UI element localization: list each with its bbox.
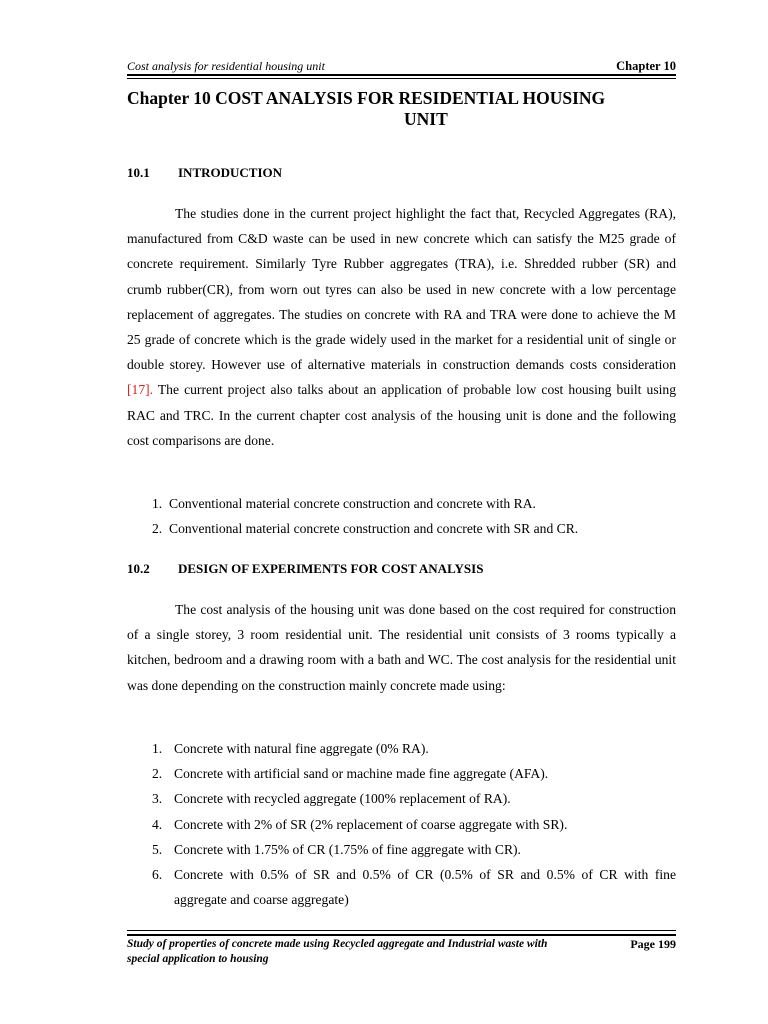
list-number: 6. (152, 867, 163, 883)
paragraph-text-continued: The current project also talks about an application of probable low cost housing built using RAC and TRC. In the current chapter cost analysis of the housing unit is done and the following cost comparisons are done. (127, 382, 676, 448)
list-item (127, 786, 676, 811)
section-number: 10.1 (127, 165, 150, 180)
paragraph-text: The studies done in the current project highlight the fact that, Recycled Aggregates (RA), manufactured from C&D waste can be used in new concrete which can satisfy the M25 grade of concrete requirement. Similarly Tyre Rubber aggregates (TRA), i.e. Shredded rubber (SR) and crumb rubber(CR), from worn out tyres can also be used in new concrete with a low percentage replacement of aggregates. The studies on concrete with RA and TRA were done to achieve the M 25 grade of concrete which is the grade widely used in the market for a residential unit of single or double storey. However use of alternative materials in construction demands costs consideration (127, 206, 676, 373)
design-paragraph: The cost analysis of the housing unit was done based on the cost required for construction of a single storey, 3 room residential unit. The residential unit consists of 3 rooms typically a kitchen, bedroom and a drawing room with a bath and WC. The cost analysis for the residential unit was done depending on the construction mainly concrete made using: (127, 602, 676, 693)
concrete-types-list (127, 736, 676, 912)
list-text: Concrete with 2% of SR (2% replacement of coarse aggregate with SR). (174, 816, 568, 832)
section-heading-introduction (127, 165, 282, 181)
list-text: Conventional material concrete construction and concrete with SR and CR. (169, 521, 579, 537)
running-header (127, 57, 676, 75)
chapter-title-line-2: UNIT (404, 109, 448, 129)
list-number: 2. (152, 521, 163, 537)
list-text: Concrete with recycled aggregate (100% replacement of RA). (174, 791, 511, 807)
section-title: INTRODUCTION (178, 165, 283, 180)
footer-thesis-title: Study of properties of concrete made using Recycled aggregate and Industrial waste with special application to housing (127, 938, 548, 965)
list-number: 2. (152, 766, 163, 782)
list-number: 5. (152, 841, 163, 857)
list-item (127, 516, 676, 541)
section-number: 10.2 (127, 561, 150, 576)
section-heading-design-of-experiments (127, 561, 483, 577)
list-item (127, 862, 676, 912)
header-rule-thin (127, 78, 676, 79)
list-item (127, 837, 676, 862)
list-text: Concrete with artificial sand or machine made fine aggregate (AFA). (174, 766, 549, 782)
list-item (127, 761, 676, 786)
list-text: Concrete with 0.5% of SR and 0.5% of CR (0.5% of SR and 0.5% of CR with fine aggregate and coarse aggregate) (174, 867, 676, 908)
section-title: DESIGN OF EXPERIMENTS FOR COST ANALYSIS (178, 561, 484, 576)
list-text: Concrete with 1.75% of CR (1.75% of fine aggregate with CR). (174, 841, 521, 857)
list-number: 4. (152, 816, 163, 832)
page-number: Page 199 (630, 937, 676, 951)
chapter-title-line-1: Chapter 10 COST ANALYSIS FOR RESIDENTIAL HOUSING (127, 88, 606, 108)
chapter-title (127, 88, 676, 130)
footer-rule-thin (127, 930, 676, 931)
list-number: 3. (152, 791, 163, 807)
list-text: Conventional material concrete construction and concrete with RA. (169, 496, 536, 511)
list-text: Concrete with natural fine aggregate (0% RA). (174, 741, 429, 756)
list-item (127, 736, 676, 761)
header-rule-thick (127, 74, 676, 76)
list-item (127, 812, 676, 837)
header-chapter: Chapter 10 (616, 59, 676, 73)
footer-rule-thick (127, 934, 676, 936)
list-number: 1. (152, 496, 163, 511)
comparison-list (127, 491, 676, 541)
list-number: 1. (152, 741, 163, 756)
introduction-paragraph (127, 201, 676, 453)
list-item (127, 491, 676, 516)
citation-link[interactable]: [17]. (127, 382, 154, 398)
header-title: Cost analysis for residential housing unit (127, 59, 325, 73)
